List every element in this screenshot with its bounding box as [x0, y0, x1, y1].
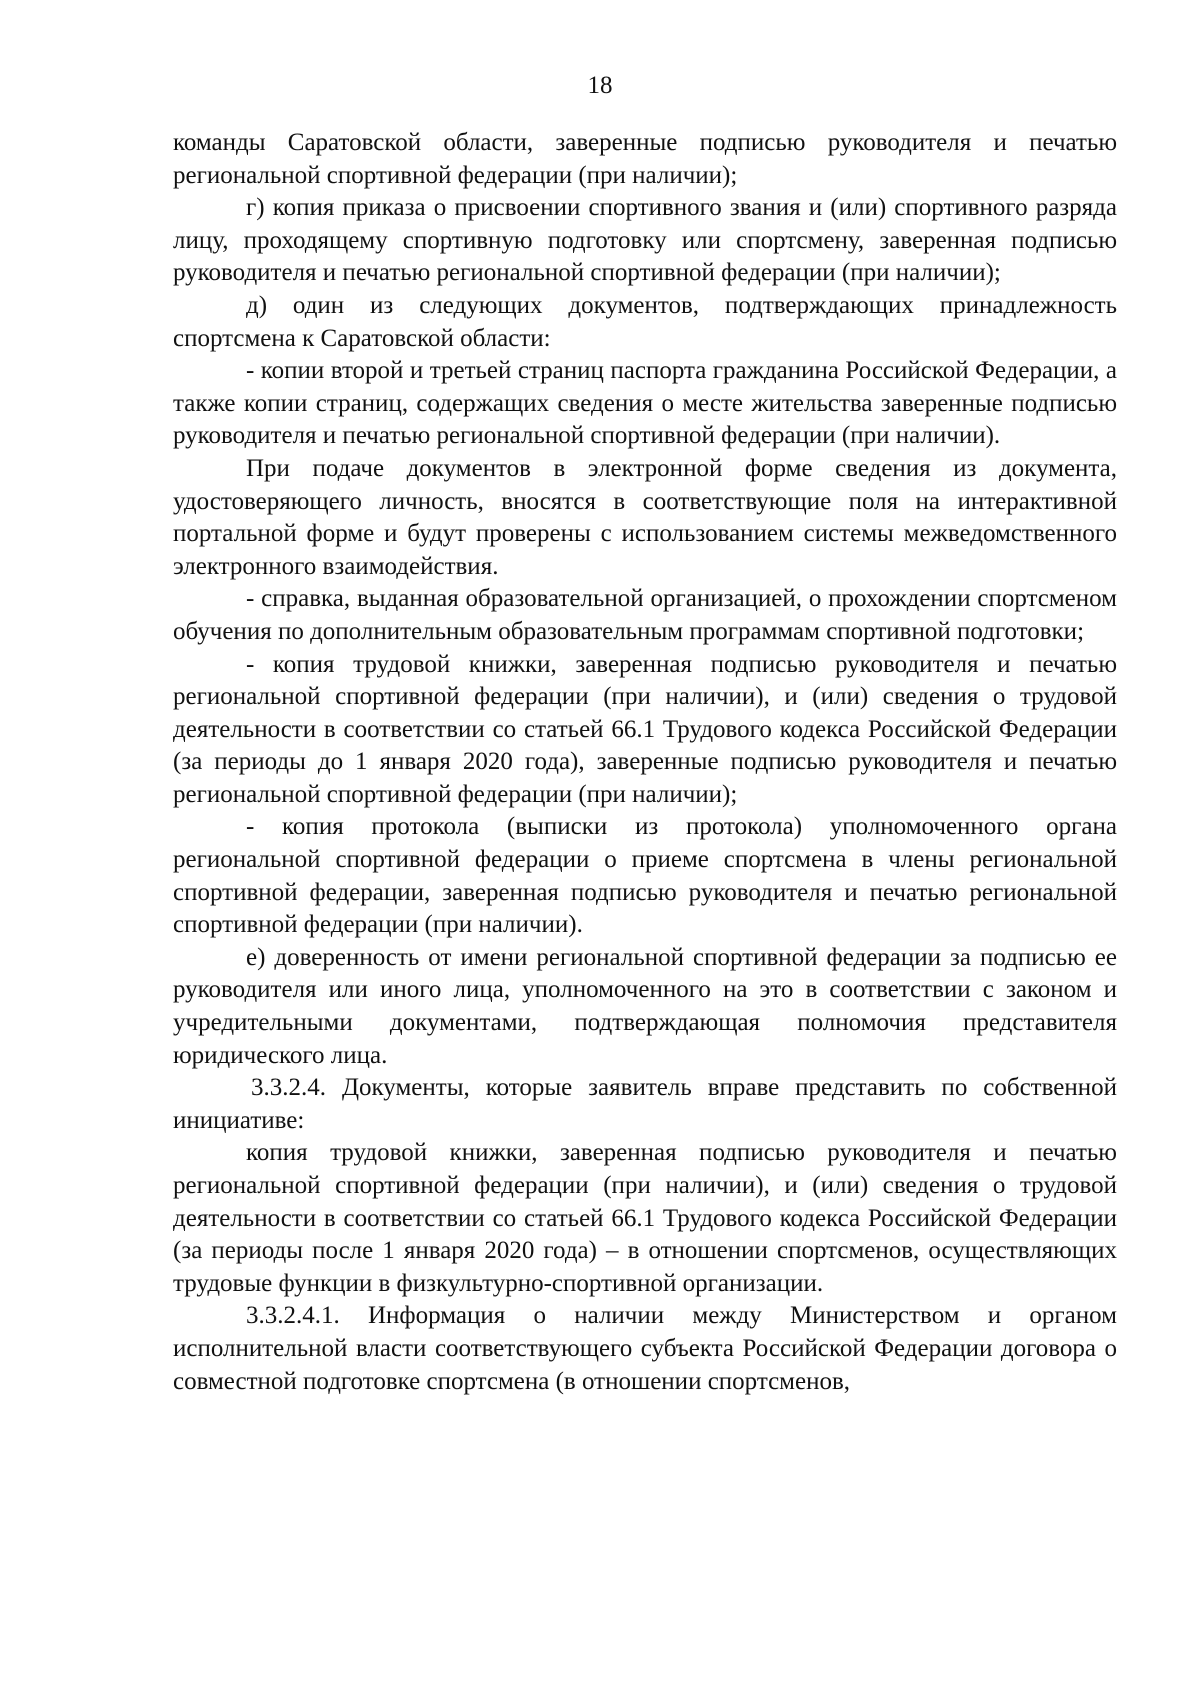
paragraph-education-certificate: - справка, выданная образовательной организацией, о прохождении спортсменом обучения по дополнительным образовательным программам спортивной подготовки; [173, 585, 1117, 645]
paragraph-employment-record: - копия трудовой книжки, заверенная подписью руководителя и печатью региональной спортивной федерации (при наличии), и (или) сведения о трудовой деятельности в соответствии со статьей 66.1 Трудового кодекса Российской Федерации (за периоды до 1 января 2020 года), заверенные подписью руководителя и печатью региональной спортивной федерации (при наличии); [173, 650, 1117, 808]
paragraph-item-d: д) один из следующих документов, подтверждающих принадлежность спортсмена к Саратовской области: [173, 291, 1117, 352]
paragraph-protocol-copy: - копия протокола (выписки из протокола) уполномоченного органа региональной спортивной федерации о приеме спортсмена в члены региональной спортивной федерации, заверенная подписью руководителя и печатью региональной спортивной федерации (при наличии). [173, 813, 1117, 939]
paragraph-passport-copies: - копии второй и третьей страниц паспорта гражданина Российской Федерации, а также копии страниц, содержащих сведения о месте жительства заверенные подписью руководителя и печатью региональной спортивной федерации (при наличии). [173, 357, 1117, 450]
paragraph-section-3-3-2-4-1: 3.3.2.4.1. Информация о наличии между Министерством и органом исполнительной власти соответствующего субъекта Российской Федерации договора о совместной подготовке спортсмена (в отношении спортсменов, [173, 1302, 1117, 1395]
paragraph-item-g: г) копия приказа о присвоении спортивного звания и (или) спортивного разряда лицу, проходящему спортивную подготовку или спортсмену, заверенная подписью руководителя и печатью региональной спортивной федерации (при наличии); [173, 194, 1117, 287]
paragraph-continuation: команды Саратовской области, заверенные подписью руководителя и печатью региональной спортивной федерации (при наличии); [173, 129, 1117, 189]
document-body [173, 127, 1117, 1398]
paragraph-electronic-submission: При подаче документов в электронной форме сведения из документа, удостоверяющего личность, вносятся в соответствующие поля на интерактивной портальной форме и будут проверены с использованием системы межведомственного электронного взаимодействия. [173, 454, 1117, 580]
paragraph-item-e: е) доверенность от имени региональной спортивной федерации за подписью ее руководителя или иного лица, уполномоченного на это в соответствии с законом и учредительными документами, подтверждающая полномочия представителя юридического лица. [173, 943, 1117, 1069]
paragraph-section-3-3-2-4: 3.3.2.4. Документы, которые заявитель вправе представить по собственной инициативе: [173, 1074, 1117, 1134]
page-number: 18 [587, 72, 613, 99]
paragraph-employment-record-optional: копия трудовой книжки, заверенная подписью руководителя и печатью региональной спортивной федерации (при наличии), и (или) сведения о трудовой деятельности в соответствии со статьей 66.1 Трудового кодекса Российской Федерации (за периоды после 1 января 2020 года) – в отношении спортсменов, осуществляющих трудовые функции в физкультурно-спортивной организации. [173, 1139, 1117, 1297]
